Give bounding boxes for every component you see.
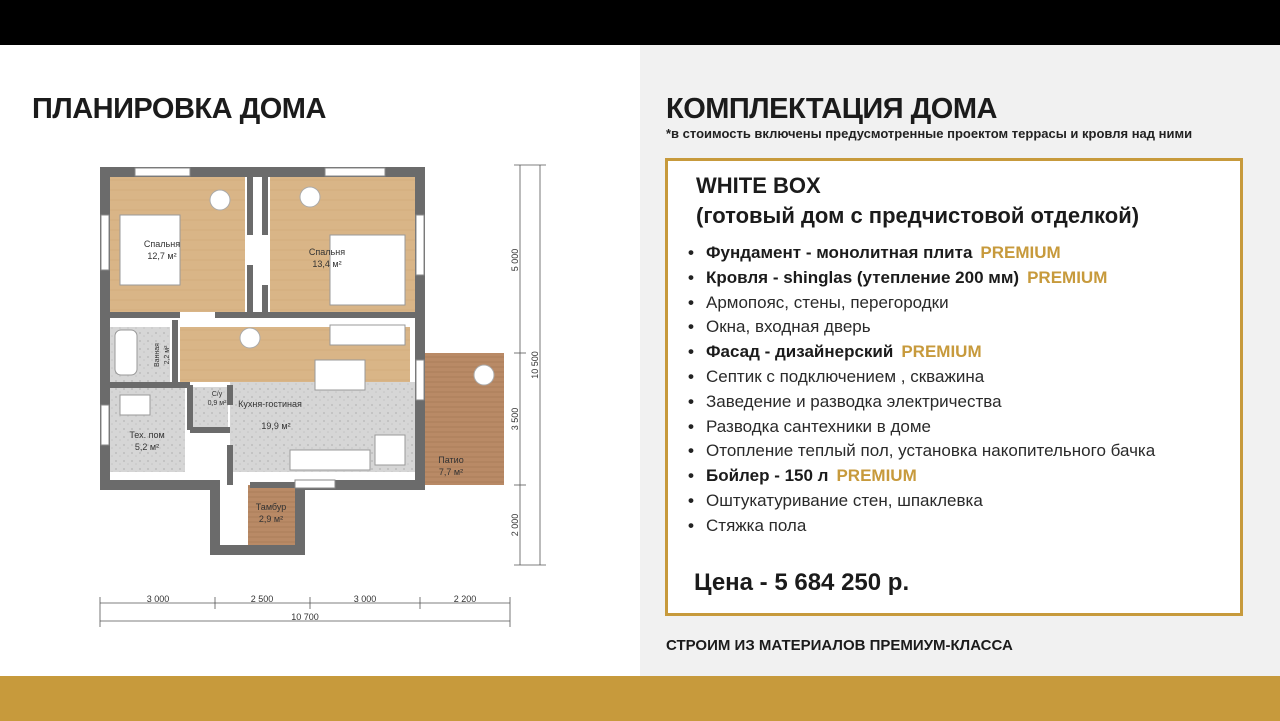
room-label: Тамбур (255, 502, 287, 512)
list-item: • Стяжка пола (688, 514, 1228, 539)
price: Цена - 5 684 250 р. (694, 569, 910, 596)
equipment-title: КОМПЛЕКТАЦИЯ ДОМА (666, 93, 997, 125)
dim-right: 2 000 (510, 513, 520, 537)
list-item: • Септик с подключением , скважина (688, 365, 1228, 390)
room-area: 7,7 м² (438, 467, 464, 477)
room-label: Ванная (154, 343, 161, 367)
list-item: • Разводка сантехники в доме (688, 415, 1228, 440)
list-item: • Окна, входная дверь (688, 315, 1228, 340)
dim-bottom: 2 200 (453, 594, 477, 604)
room-area: 2,2 м² (164, 345, 171, 365)
floor-plan (90, 155, 560, 635)
list-item: • Оштукатуривание стен, шпаклевка (688, 489, 1228, 514)
package-name: WHITE BOX (696, 173, 821, 198)
room-label: С/у (211, 391, 223, 398)
dim-bottom: 2 500 (250, 594, 274, 604)
list-item: • Отопление теплый пол, установка накопительного бачка (688, 439, 1228, 464)
list-item: • Армопояс, стены, перегородки (688, 291, 1228, 316)
room-area: 12,7 м² (147, 251, 177, 261)
price-note: *в стоимость включены предусмотренные проектом террасы и кровля над ними (666, 126, 1193, 141)
premium-badge: PREMIUM (980, 243, 1061, 262)
list-item: • Заведение и разводка электричества (688, 390, 1228, 415)
list-item: • Бойлер - 150 л PREMIUM (688, 464, 1228, 489)
footer-slogan: СТРОИМ ИЗ МАТЕРИАЛОВ ПРЕМИУМ-КЛАССА (666, 637, 1013, 654)
dim-bottom: 3 000 (146, 594, 170, 604)
premium-badge: PREMIUM (901, 342, 982, 362)
room-area: 0,9 м² (207, 400, 227, 407)
bottom-bar (0, 676, 1280, 721)
dim-bottom: 3 000 (353, 594, 377, 604)
room-label: 13,4 м² (312, 259, 342, 269)
top-bar (0, 0, 1280, 45)
room-label: Кухня-гостиная (238, 399, 302, 409)
room-label: Спальня (308, 247, 346, 257)
room-area: 5,2 м² (134, 442, 160, 452)
dim-right: 5 000 (510, 248, 520, 272)
package-subtitle: (готовый дом с предчистовой отделкой) (696, 203, 1140, 228)
room-label: Спальня (143, 239, 181, 249)
dim-right: 3 500 (510, 407, 520, 431)
dim-total-right: 10 500 (530, 351, 540, 379)
list-item: • Фасад - дизайнерский PREMIUM (688, 340, 1228, 365)
premium-badge: PREMIUM (1027, 267, 1108, 287)
room-label: Патио (438, 455, 464, 465)
list-item: • Фундамент - монолитная плита PREMIUM (688, 241, 1228, 266)
list-item: • Кровля - shinglas (утепление 200 мм) PREMIUM (688, 266, 1228, 291)
white-box-card (665, 158, 1243, 616)
premium-badge: PREMIUM (836, 466, 917, 486)
wc-floor (193, 387, 228, 427)
plan-title: ПЛАНИРОВКА ДОМА (32, 93, 326, 125)
feature-list (688, 241, 1228, 539)
dim-total-bottom: 10 700 (291, 612, 319, 622)
room-label: Тех. пом (129, 430, 165, 440)
room-area: 19,9 м² (261, 421, 291, 431)
room-area: 2,9 м² (258, 514, 284, 524)
